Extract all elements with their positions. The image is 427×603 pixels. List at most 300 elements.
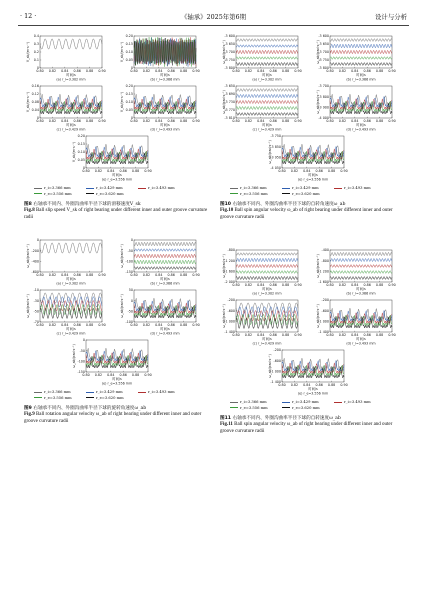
y-tick-label: -70 [33,320,39,325]
series-line [134,254,196,257]
caption-cn-label: 图11 [220,416,233,421]
x-tick-label: 0.90 [294,119,302,123]
y-axis-label: ω_ab/(rad·s⁻¹) [222,304,226,328]
x-axis-label: 时间/s [66,73,76,78]
y-tick-label: -3 850 [270,144,281,149]
fig10-panel-e [268,134,348,184]
x-tick-label: 0.86 [363,119,371,123]
x-tick-label: 0.88 [179,69,188,73]
panel-subcaption: (e) r_e=3.556 mm [297,391,329,396]
legend [230,186,400,198]
x-axis-label: 时间/s [112,377,122,382]
fig8-panel-svg [26,84,106,134]
y-tick-label: 0.15 [125,92,133,97]
y-axis-label: V_sk/(m·s⁻¹) [120,91,124,113]
y-tick-label: -400 [31,259,39,264]
x-tick-label: 0.80 [232,333,240,337]
series-line [236,45,298,47]
y-tick-label: -1 000 [270,369,281,374]
caption-cn-text: 右轴承不同内、外圈沟曲率半径下球的滑移速度V_sk [33,202,141,207]
y-tick-label: 0.10 [125,100,133,105]
x-tick-label: 0.86 [269,119,277,123]
legend-label: r_i=3.493 mm [148,390,175,394]
y-tick-label: 0 [82,166,85,171]
legend-item [334,186,371,191]
fig9-panel-svg [120,238,200,288]
x-tick-label: 0.90 [144,373,152,377]
y-tick-label: -200 [273,348,281,353]
x-tick-label: 0.88 [179,323,188,327]
x-tick-label: 0.86 [315,383,323,387]
x-axis-label: 时间/s [356,73,366,78]
fig9-caption [24,406,210,425]
fig8-panel-svg [72,134,152,184]
x-tick-label: 0.86 [119,373,127,377]
y-tick-label: -3 800 [224,66,235,71]
x-tick-label: 0.88 [131,169,140,173]
x-axis-label: 时间/s [356,287,366,292]
x-tick-label: 0.90 [294,69,302,73]
y-tick-label: 0 [36,116,39,121]
legend-label: r_e=3.556 mm [44,395,72,400]
fig9-panel-e [72,338,152,388]
fig9-panel-svg [26,288,106,338]
y-tick-label: -3 750 [270,134,281,139]
series-line [236,50,298,53]
x-axis-label: 时间/s [262,287,272,292]
caption-en-text: Ball spin angular velocity ω_ab of right bearing under different inner and outer groove curvature radii [220,422,393,434]
y-axis-label: V_sk/(m·s⁻¹) [26,41,30,63]
panel-subcaption: (e) r_e=3.556 mm [101,381,133,386]
y-tick-label: 0.3 [33,42,39,47]
x-tick-label: 0.90 [294,333,302,337]
fig10-caption [220,202,406,221]
legend-item [34,192,72,197]
x-tick-label: 0.80 [326,69,334,73]
legend-item [282,186,319,191]
x-tick-label: 0.88 [281,69,290,73]
series-line [236,318,298,328]
x-tick-label: 0.84 [155,323,163,327]
panel-subcaption: (b) r_i=3.366 mm [150,77,180,82]
series-line [236,253,298,255]
legend-label: r_e=3.620 mm [292,405,320,410]
fig11-panel-svg [222,248,302,298]
fig8-panel-b [120,34,200,84]
x-tick-label: 0.90 [144,169,152,173]
x-tick-label: 0.80 [36,273,44,277]
caption-en-label: Fig.8 [24,208,36,214]
caption-en-text: Ball slip speed V_sk of right bearing under different inner and outer groove curvature radii [24,208,208,220]
x-tick-label: 0.88 [375,283,384,287]
x-tick-label: 0.82 [48,69,57,73]
series-line [134,260,196,264]
y-tick-label: -2 000 [224,280,235,285]
x-tick-label: 0.86 [269,283,277,287]
panel-subcaption: (a) r_i=3.302 mm [56,281,86,286]
x-axis-label: 时间/s [66,277,76,282]
x-tick-label: 0.80 [36,69,44,73]
legend-item [34,186,71,191]
x-tick-label: 0.88 [281,333,290,337]
y-tick-label: -4 000 [318,116,329,121]
x-axis-label: 时间/s [66,327,76,332]
panel-subcaption: (d) r_i=3.493 mm [150,127,180,132]
panel-subcaption: (d) r_i=3.493 mm [346,341,376,346]
legend-swatch [230,407,238,408]
x-tick-label: 0.86 [119,169,127,173]
caption-en-label: Fig.11 [220,422,235,428]
y-axis-label: ω_ab/(rad·s⁻¹) [26,244,30,268]
legend-swatch [230,402,238,403]
y-tick-label: -1 400 [318,330,329,335]
y-tick-label: -3 600 [224,34,235,39]
y-tick-label: -1 600 [318,280,329,285]
caption-cn-label: 图10 [220,202,233,207]
x-tick-label: 0.90 [192,69,200,73]
x-tick-label: 0.82 [338,119,347,123]
y-tick-label: 0.16 [31,84,39,89]
series-line [330,50,392,53]
x-tick-label: 0.90 [192,119,200,123]
x-tick-label: 0.84 [303,169,311,173]
legend-label: r_i=3.493 mm [148,186,175,190]
x-tick-label: 0.86 [167,323,175,327]
legend-item [34,396,72,401]
series-line [236,276,298,279]
y-tick-label: 0.15 [77,142,85,147]
x-tick-label: 0.82 [142,323,151,327]
fig11-panel-svg [316,298,396,348]
x-tick-label: 0.90 [388,333,396,337]
y-tick-label: -3 750 [224,58,235,63]
series-line [236,57,298,59]
y-tick-label: -100 [125,259,133,264]
x-tick-label: 0.90 [98,69,106,73]
x-tick-label: 0.84 [155,273,163,277]
y-tick-label: -100 [77,359,85,364]
legend-item [86,396,124,401]
x-tick-label: 0.80 [36,119,44,123]
journal-title: 《轴承》2025年第6期 [180,13,247,21]
legend-item [230,406,268,411]
legend-item [138,186,175,191]
x-tick-label: 0.88 [375,119,384,123]
legend-swatch [34,392,42,393]
series-line [236,39,298,42]
x-axis-label: 时间/s [160,327,170,332]
fig10-panel-svg [222,84,302,134]
legend-swatch [34,397,42,398]
x-tick-label: 0.84 [61,69,69,73]
running-header [18,10,409,24]
y-tick-label: -50 [127,248,133,253]
y-tick-label: -600 [321,308,329,313]
caption-en-label: Fig.10 [220,208,235,214]
fig11-panel-e [268,348,348,398]
series-line [236,265,298,268]
y-tick-label: -3 700 [318,50,329,55]
x-axis-label: 时间/s [66,123,76,128]
fig10-panel-d [316,84,396,134]
legend-item [86,192,124,197]
caption-cn-text: 右轴承不同内、外圈沟曲率半径下球的旋转角速度ω_ab [33,406,147,411]
x-tick-label: 0.88 [85,69,94,73]
x-tick-label: 0.90 [98,323,106,327]
y-tick-label: 0 [130,116,133,121]
y-axis-label: ω_ab/(rad·s⁻¹) [316,40,320,64]
fig8-panel-svg [120,34,200,84]
x-tick-label: 0.84 [351,119,359,123]
x-tick-label: 0.84 [107,373,115,377]
legend-swatch [282,407,290,408]
fig8-panel-svg [26,34,106,84]
legend-item [138,390,175,395]
fig9-panel-svg [120,288,200,338]
x-tick-label: 0.80 [82,169,90,173]
series-line [330,271,392,274]
y-axis-label: ω_ab/(rad·s⁻¹) [316,304,320,328]
fig9-panel-svg [26,238,106,288]
x-tick-label: 0.84 [107,169,115,173]
legend [34,186,204,198]
y-tick-label: 50 [128,288,133,293]
panel-subcaption: (a) r_i=3.302 mm [252,77,282,82]
legend-item [282,400,319,405]
x-axis-label: 时间/s [356,123,366,128]
legend-label: r_i=3.429 mm [96,390,123,394]
legend-item [230,400,267,405]
fig9-panel-c [26,288,106,338]
y-tick-label: -50 [33,309,39,314]
x-tick-label: 0.80 [130,69,138,73]
x-tick-label: 0.88 [85,323,94,327]
legend-item [282,192,320,197]
series-line [330,57,392,60]
x-axis-label: 时间/s [356,337,366,342]
x-tick-label: 0.90 [294,283,302,287]
x-tick-label: 0.82 [244,333,253,337]
x-tick-label: 0.82 [290,169,299,173]
legend-swatch [282,188,290,189]
fig10-panel-a [222,34,302,84]
legend-item [230,192,268,197]
series-line [236,63,298,66]
series-line [330,277,392,280]
y-tick-label: -600 [273,358,281,363]
y-tick-label: 0.05 [125,108,133,113]
x-tick-label: 0.80 [326,283,334,287]
fig11-caption [220,416,406,435]
legend-swatch [282,193,290,194]
legend-item [334,400,371,405]
y-tick-label: -1 000 [318,319,329,324]
y-axis-label: ω_ab/(rad·s⁻¹) [26,294,30,318]
x-tick-label: 0.80 [232,69,240,73]
y-tick-label: -50 [127,309,133,314]
fig10-panel-b [316,34,396,84]
x-tick-label: 0.82 [244,69,253,73]
x-axis-label: 时间/s [308,173,318,178]
y-tick-label: -3 650 [224,42,235,47]
legend-swatch [34,188,42,189]
y-tick-label: 0 [82,338,85,343]
y-tick-label: -200 [31,248,39,253]
legend-label: r_i=3.366 mm [44,390,71,394]
x-tick-label: 0.80 [232,119,240,123]
series-line [236,100,298,103]
x-axis-label: 时间/s [160,73,170,78]
fig11-panel-svg [316,248,396,298]
y-axis-label: V_sk/(m·s⁻¹) [26,91,30,113]
fig10-panel-c [222,84,302,134]
legend-swatch [138,188,146,189]
legend-swatch [230,188,238,189]
plot-frame [40,36,102,68]
series-line [330,63,392,66]
series-line [40,308,102,318]
x-tick-label: 0.86 [269,69,277,73]
x-tick-label: 0.90 [340,169,348,173]
x-tick-label: 0.82 [290,383,299,387]
x-tick-label: 0.84 [61,119,69,123]
x-tick-label: 0.90 [388,119,396,123]
caption-cn-label: 图8 [24,202,34,207]
y-axis-label: V_sk/(m·s⁻¹) [120,41,124,63]
x-tick-label: 0.84 [303,383,311,387]
series-line [134,267,196,270]
panel-subcaption: (e) r_e=3.556 mm [297,177,329,182]
x-tick-label: 0.84 [351,283,359,287]
x-tick-label: 0.82 [48,119,57,123]
x-tick-label: 0.90 [192,273,200,277]
section-name: 设计与分析 [375,13,407,21]
legend-label: r_e=3.556 mm [240,405,268,410]
y-tick-label: 0.20 [125,84,133,89]
x-tick-label: 0.80 [130,273,138,277]
legend-swatch [230,193,238,194]
x-tick-label: 0.82 [94,169,103,173]
x-axis-label: 时间/s [262,337,272,342]
legend-swatch [86,392,94,393]
legend [230,400,400,412]
fig11-panel-d [316,298,396,348]
x-axis-label: 时间/s [262,123,272,128]
y-tick-label: -10 [33,288,39,293]
legend-item [86,390,123,395]
y-tick-label: -3 800 [318,94,329,99]
x-tick-label: 0.80 [130,119,138,123]
x-tick-label: 0.88 [327,169,336,173]
fig9-panel-d [120,288,200,338]
x-tick-label: 0.82 [94,373,103,377]
series-line [330,265,392,268]
x-tick-label: 0.88 [85,119,94,123]
x-tick-label: 0.82 [48,273,57,277]
series-line [236,113,298,116]
fig10-panel-svg [268,134,348,184]
legend-label: r_i=3.493 mm [344,400,371,404]
x-tick-label: 0.86 [315,169,323,173]
y-tick-label: -600 [31,270,39,275]
x-tick-label: 0.80 [36,323,44,327]
y-tick-label: -30 [33,298,39,303]
panel-subcaption: (c) r_i=3.429 mm [252,341,282,346]
y-tick-label: 0.10 [125,50,133,55]
x-tick-label: 0.86 [167,273,175,277]
y-tick-label: -3 600 [318,34,329,39]
caption-en-text: Ball spin angular velocity ω_ab of right bearing under different inner and outer groove curvature radii [220,208,393,220]
x-tick-label: 0.82 [142,69,151,73]
x-tick-label: 0.82 [244,283,253,287]
legend-item [34,390,71,395]
y-tick-label: 0.20 [77,134,85,139]
x-tick-label: 0.88 [281,283,290,287]
caption-cn-label: 图9 [24,406,34,411]
fig10-panel-svg [222,34,302,84]
fig8-panel-svg [120,84,200,134]
y-axis-label: V_sk/(m·s⁻¹) [72,141,76,163]
series-line [236,107,298,110]
x-axis-label: 时间/s [262,73,272,78]
fig9-panel-a [26,238,106,288]
series-line [330,252,392,255]
y-tick-label: 0.04 [31,108,39,113]
x-axis-label: 时间/s [112,173,122,178]
fig11-panel-b [316,248,396,298]
series-line [236,271,298,274]
panel-subcaption: (c) r_i=3.429 mm [56,331,86,336]
y-axis-label: ω_ab/(rad·s⁻¹) [222,40,226,64]
page-number: · 12 · [20,12,37,20]
x-tick-label: 0.90 [388,283,396,287]
y-tick-label: -1 600 [224,269,235,274]
y-tick-label: 0.08 [31,100,39,105]
legend-swatch [334,402,342,403]
series-line [330,44,392,48]
y-tick-label: 0.15 [125,42,133,47]
y-tick-label: 0.2 [33,50,39,55]
x-tick-label: 0.84 [351,333,359,337]
fig10-panel-svg [316,84,396,134]
y-tick-label: -200 [227,298,235,303]
x-tick-label: 0.82 [48,323,57,327]
y-tick-label: -3 650 [318,42,329,47]
fig8-panel-e [72,134,152,184]
y-tick-label: -3 650 [224,84,235,89]
y-axis-label: ω_ab/(rad·s⁻¹) [120,294,124,318]
panel-subcaption: (c) r_i=3.429 mm [56,127,86,132]
fig8-panel-d [120,84,200,134]
y-tick-label: -3 700 [224,50,235,55]
y-axis-label: ω_ab/(rad·s⁻¹) [316,254,320,278]
legend-label: r_e=3.620 mm [96,191,124,196]
x-tick-label: 0.84 [257,333,265,337]
legend-label: r_e=3.556 mm [44,191,72,196]
panel-subcaption: (a) r_i=3.302 mm [252,291,282,296]
legend-swatch [282,402,290,403]
legend-swatch [86,193,94,194]
x-tick-label: 0.86 [73,323,81,327]
header-rule [18,25,409,26]
y-axis-label: ω_ab/(rad·s⁻¹) [268,354,272,378]
y-tick-label: -800 [321,258,329,263]
x-tick-label: 0.88 [85,273,94,277]
legend-label: r_e=3.556 mm [240,191,268,196]
y-tick-label: 0 [130,66,133,71]
series-line [40,243,102,253]
y-tick-label: -3 730 [224,100,235,105]
